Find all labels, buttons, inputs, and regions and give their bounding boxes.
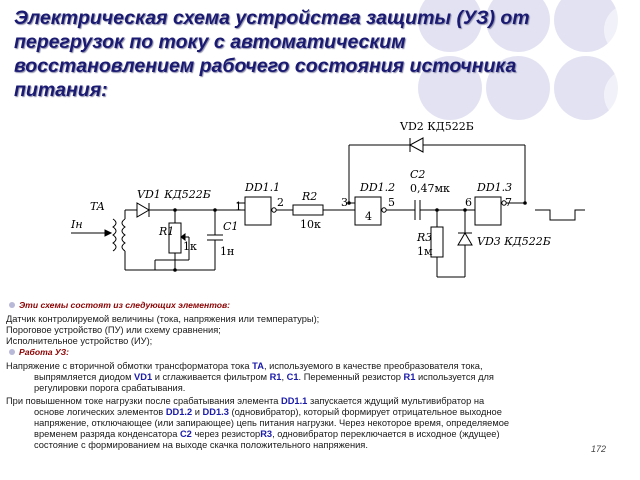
label-r2-value: 10к — [300, 218, 321, 231]
label-ta: TA — [90, 200, 105, 213]
page-title: Электрическая схема устройства защиты (УЗ) от перегрузок по току с автоматическим восстановлением рабочего состояния источника питания: — [14, 7, 530, 101]
element-item: Датчик контролируемой величины (тока, напряжения или температуры); — [6, 314, 320, 324]
label-c1: C1 — [223, 220, 239, 233]
label-r1: R1 — [159, 225, 175, 238]
label-pin3: 3 — [341, 196, 348, 209]
label-c1-value: 1н — [220, 245, 235, 258]
label-pin5: 5 — [388, 196, 395, 209]
label-dd1-1: DD1.1 — [245, 181, 281, 194]
label-r3: R3 — [417, 231, 433, 244]
work-heading: Работа УЗ: — [6, 347, 606, 358]
element-item: Исполнительное устройство (ИУ); — [6, 336, 153, 346]
label-pin1: 1 — [235, 200, 242, 213]
label-dd1-2: DD1.2 — [360, 181, 396, 194]
label-vd1: VD1 КД522Б — [137, 188, 211, 201]
label-r3-value: 1м — [417, 245, 433, 258]
label-vd2: VD2 КД522Б — [400, 120, 474, 133]
label-i-in: Iн — [71, 218, 83, 231]
description-text — [6, 300, 606, 451]
page-number: 172 — [590, 444, 606, 454]
label-pin4: 4 — [365, 210, 372, 223]
paragraph-1: Напряжение с вторичной обмотки трансформатора тока ТА, используемого в качестве преобразователя тока, выпрямляется диодом VD1 и сглаживается фильтром R1, С1. Переменный резистор R1 используется для регулировки порога срабатывания. — [6, 361, 494, 393]
element-item: Пороговое устройство (ПУ) или схему сравнения; — [6, 325, 221, 335]
label-r1-value: 1к — [183, 240, 197, 253]
label-r2: R2 — [302, 190, 318, 203]
elements-intro: Эти схемы состоят из следующих элементов: — [6, 300, 606, 311]
label-c2-value: 0,47мк — [410, 182, 450, 195]
label-dd1-3: DD1.3 — [477, 181, 513, 194]
label-pin6: 6 — [465, 196, 472, 209]
circuit-schematic — [65, 115, 585, 295]
label-c2: C2 — [410, 168, 426, 181]
label-pin7: 7 — [505, 196, 512, 209]
paragraph-2: При повышенном токе нагрузки после срабатывания элемента DD1.1 запускается ждущий мультивибратор на основе логических элементов DD1.2 и DD1.3 (одновибратор), который формирует отрицательное выходное напряжение, отключающее (или запирающее) цепь питания нагрузки. Через некоторое время, определяемое временем разряда конденсатора С2 через резисторR3, одновибратор переключается в исходное (ждущее) состояние с формированием на выходе скачка положительного напряжения. — [6, 396, 510, 450]
label-vd3: VD3 КД522Б — [477, 235, 551, 248]
label-pin2: 2 — [277, 196, 284, 209]
